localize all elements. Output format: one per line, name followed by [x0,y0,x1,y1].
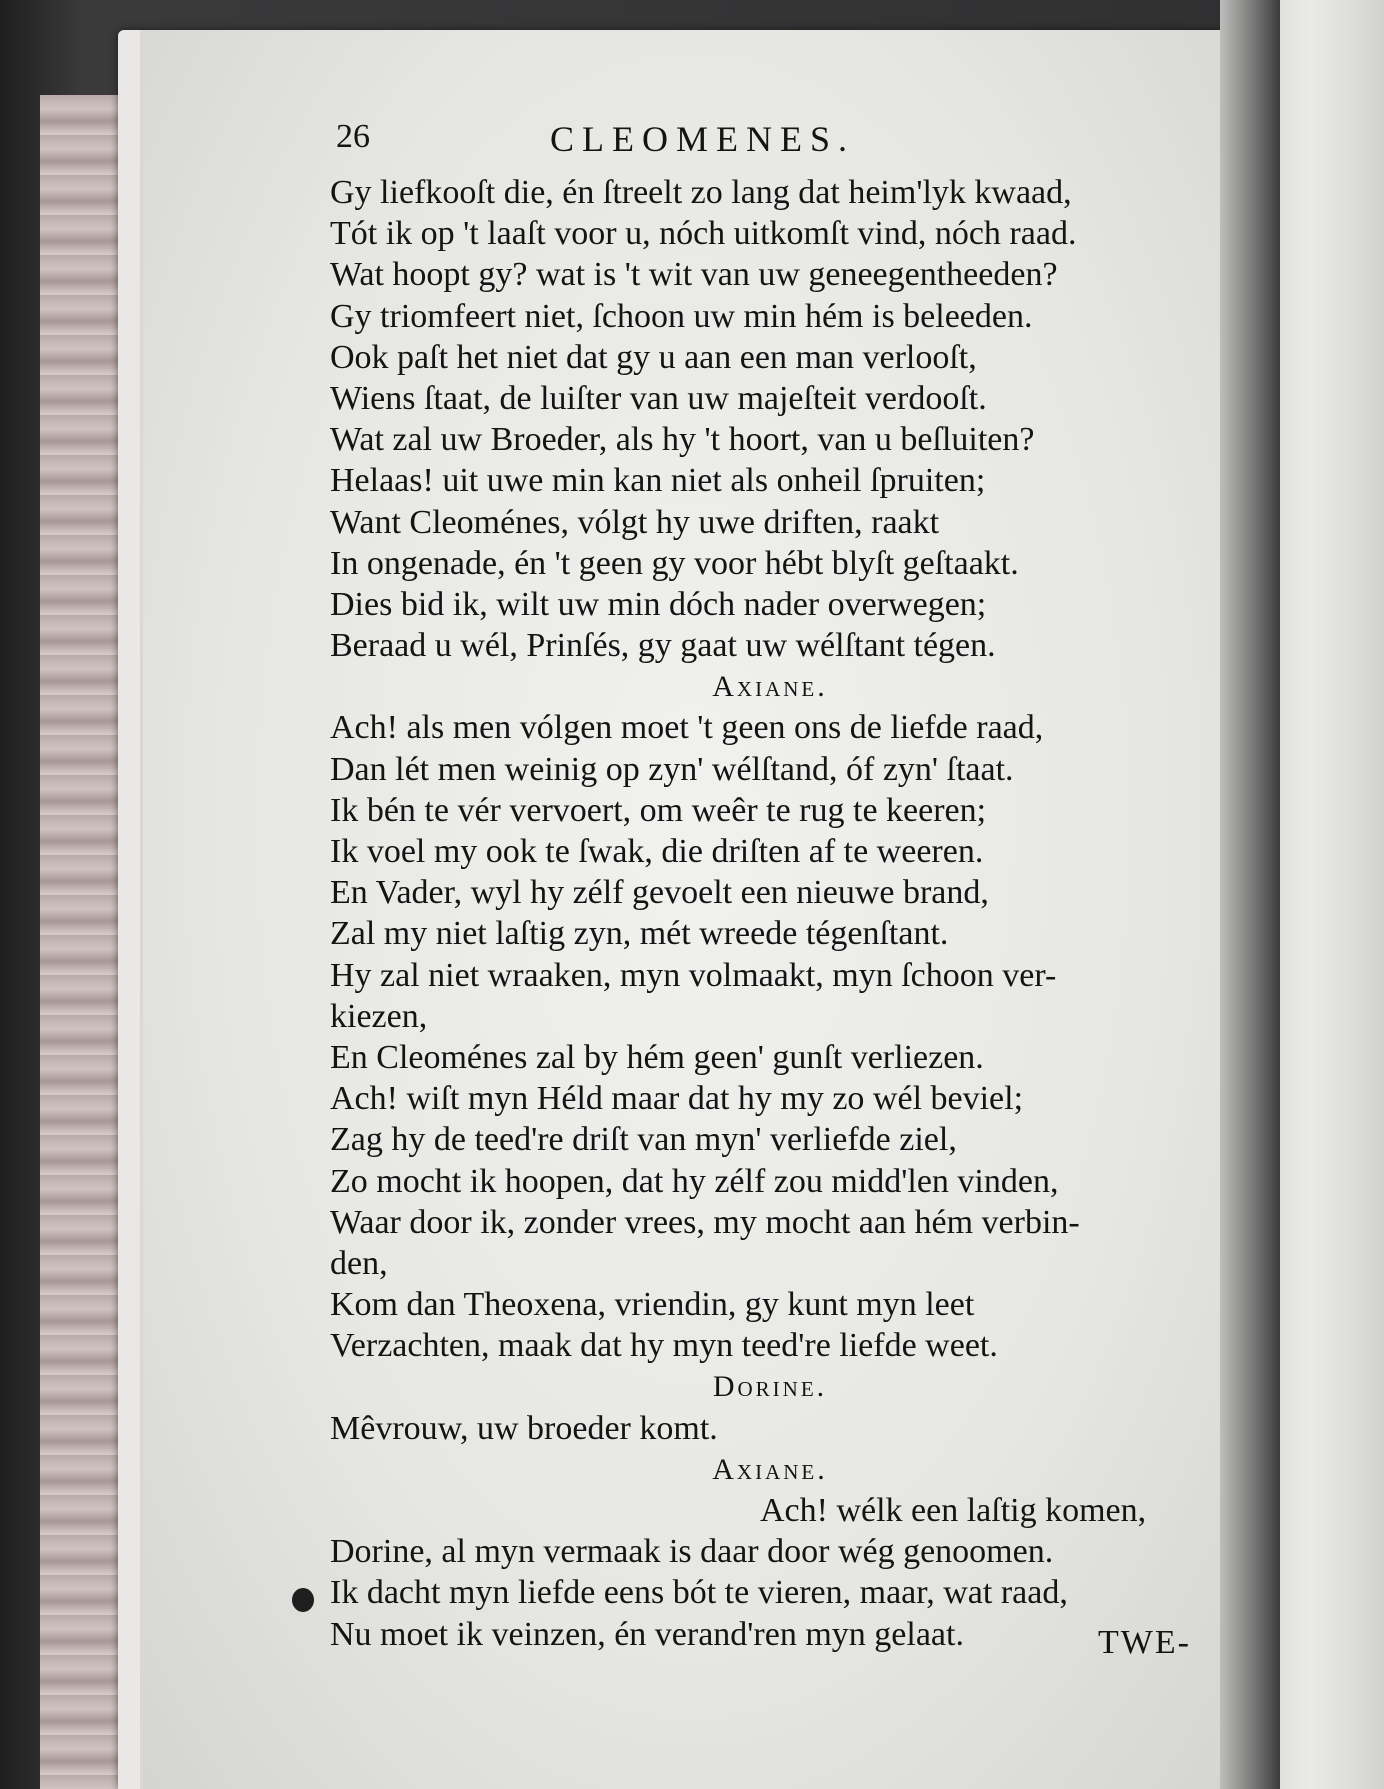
verse-line: Wiens ſtaat, de luiſter van uw majeſteit verdooſt. [330,379,987,417]
verse-line: Tót ik op 't laaſt voor u, nóch uitkomſt vind, nóch raad. [330,215,1077,253]
verse-line: Helaas! uit uwe min kan niet als onheil ſpruiten; [330,462,986,500]
page-header [330,118,1210,172]
verse-line: Zo mocht ik hoopen, dat hy zélf zou midd'len vinden, [330,1162,1059,1200]
verse-line: Nu moet ik veinzen, én verand'ren myn gelaat. [330,1615,964,1653]
verse-line: Dan lét men weinig op zyn' wélſtand, óf zyn' ſtaat. [330,750,1014,788]
speaker-name: Dorine. [712,1370,828,1404]
verse-line: Ik voel my ook te ſwak, die driſten af te weeren. [330,833,984,870]
verse-line: Gy liefkooſt die, én ſtreelt zo lang dat heim'lyk kwaad, [330,174,1072,211]
verse-line: Ik dacht myn liefde eens bót te vieren, maar, wat raad, [330,1574,1068,1612]
page-text [330,118,1210,1655]
verse-line: Ach! wiſt myn Héld maar dat hy my zo wél beviel; [330,1080,1024,1118]
verse-line: Waar door ik, zonder vrees, my mocht aan hém verbin- [330,1203,1080,1241]
verse-line: Zag hy de teed're driſt van myn' verliefde ziel, [330,1121,957,1159]
verse-line: kiezen, [330,997,428,1035]
ink-stain [292,1588,314,1612]
speaker-name: Axiane. [712,1452,828,1486]
verse-line: Ik bén te vér vervoert, om weêr te rug te keeren; [330,791,987,829]
verse-line: den, [330,1244,388,1282]
verse-line: Hy zal niet wraaken, myn volmaakt, myn ſchoon ver- [330,956,1057,994]
verse-line: Want Cleoménes, vólgt hy uwe driften, raakt [330,503,940,541]
verse-line: Zal my niet laſtig zyn, mét wreede tégenſtant. [330,915,949,953]
verse-line: En Vader, wyl hy zélf gevoelt een nieuwe brand, [330,874,989,912]
verse-line: In ongenade, én 't geen gy voor hébt blyſt geſtaakt. [330,544,1019,582]
verse-line: Ach! wélk een laſtig komen, [760,1492,1147,1529]
verse-lines [330,172,1210,1655]
verse-line: En Cleoménes zal by hém geen' gunſt verliezen. [330,1038,984,1076]
facing-page [1262,0,1384,1789]
verse-line: Mêvrouw, uw broeder komt. [330,1409,718,1447]
speaker-name: Axiane. [712,670,828,704]
verse-line: Wat hoopt gy? wat is 't wit van uw geneegentheeden? [330,256,1058,294]
book-gutter [1220,0,1280,1789]
verse-line: Ach! als men vólgen moet 't geen ons de liefde raad, [330,709,1044,747]
verse-line: Beraad u wél, Prinſés, gy gaat uw wélſtant tégen. [330,627,996,665]
verse-line: Kom dan Theoxena, vriendin, gy kunt myn leet [330,1286,975,1324]
verse-line: Gy triomfeert niet, ſchoon uw min hém is beleeden. [330,297,1033,335]
page-number: 26 [336,118,370,155]
verse-line: Dies bid ik, wilt uw min dóch nader overwegen; [330,585,987,623]
running-head: CLEOMENES. [550,119,855,159]
verse-line: Dorine, al myn vermaak is daar door wég genoomen. [330,1533,1054,1571]
verse-line: Wat zal uw Broeder, als hy 't hoort, van u beſluiten? [330,421,1035,459]
catchword: TWE- [1098,1624,1191,1661]
verse-line: Ook paſt het niet dat gy u aan een man verlooſt, [330,338,977,376]
verse-line: Verzachten, maak dat hy myn teed're liefde weet. [330,1327,998,1365]
